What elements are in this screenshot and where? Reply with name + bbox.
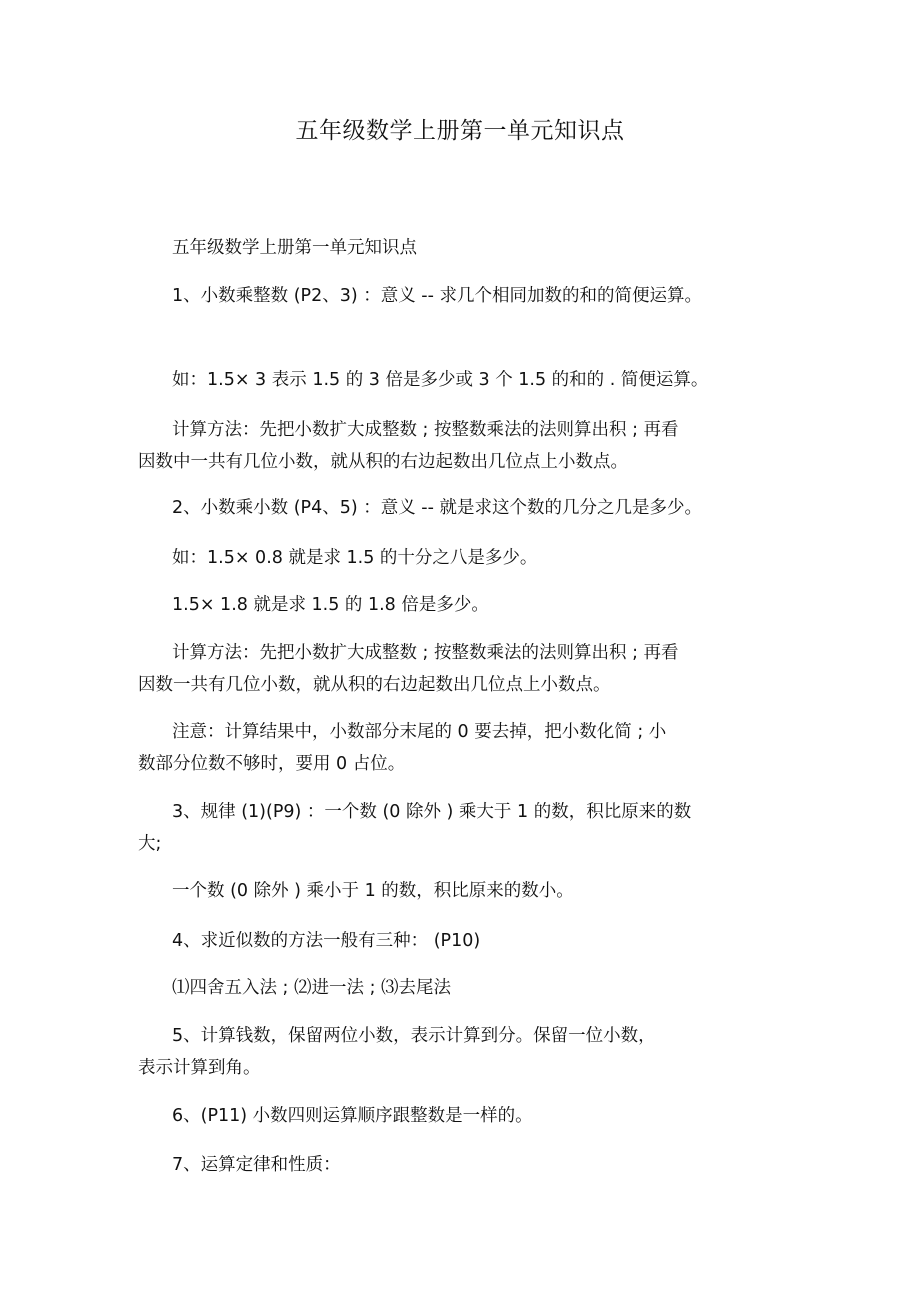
paragraph-note [138,716,788,780]
paragraph-line: 注意：计算结果中，小数部分末尾的 0 要去掉，把小数化简 ; 小 [172,722,667,742]
paragraph-method-2 [138,637,788,701]
paragraph-rule-2 [138,875,788,907]
paragraph-line: 表示计算到角。 [138,1058,261,1078]
paragraph-line: 如：1.5× 0.8 就是求 1.5 的十分之八是多少。 [172,548,538,568]
paragraph-line: 5、计算钱数，保留两位小数，表示计算到分。保留一位小数， [172,1026,656,1046]
paragraph-line: 6、(P11) 小数四则运算顺序跟整数是一样的。 [172,1106,533,1126]
paragraph-item-7 [138,1149,788,1181]
paragraph-line: ⑴四舍五入法 ; ⑵进一法 ; ⑶去尾法 [172,978,452,998]
paragraph-line: 如：1.5× 3 表示 1.5 的 3 倍是多少或 3 个 1.5 的和的 . 简便运算。 [172,370,709,390]
paragraph-line: 计算方法：先把小数扩大成整数 ; 按整数乘法的法则算出积 ; 再看 [172,643,679,663]
paragraph-method-1 [138,414,788,478]
paragraph-line: 因数一共有几位小数，就从积的右边起数出几位点上小数点。 [138,675,611,695]
paragraph-line: 五年级数学上册第一单元知识点 [172,238,417,258]
paragraph-example-1 [138,364,788,396]
paragraph-item-4 [138,925,788,957]
paragraph-line: 因数中一共有几位小数，就从积的右边起数出几位点上小数点。 [138,452,628,472]
paragraph-item-3 [138,796,788,860]
paragraph-item-5 [138,1020,788,1084]
paragraph-item-1 [138,280,788,312]
paragraph-example-2 [138,542,788,574]
paragraph-line: 一个数 (0 除外 ) 乘小于 1 的数，积比原来的数小。 [172,881,574,901]
paragraph-line: 1、小数乘整数 (P2、3) ：意义 -- 求几个相同加数的和的简便运算。 [172,286,702,306]
paragraph-item-6 [138,1100,788,1132]
paragraph-line: 1.5× 1.8 就是求 1.5 的 1.8 倍是多少。 [172,595,489,615]
paragraph-example-3 [138,589,788,621]
paragraph-line: 数部分位数不够时，要用 0 占位。 [138,754,406,774]
paragraph-item-2 [138,492,788,524]
paragraph-methods-list [138,972,788,1004]
paragraph-line: 7、运算定律和性质： [172,1155,341,1175]
paragraph-line: 3、规律 (1)(P9) ：一个数 (0 除外 ) 乘大于 1 的数，积比原来的数 [172,802,692,822]
paragraph-line: 大; [138,834,162,854]
paragraph-line: 2、小数乘小数 (P4、5) ：意义 -- 就是求这个数的几分之几是多少。 [172,498,702,518]
paragraph-heading [138,232,788,264]
paragraph-line: 4、求近似数的方法一般有三种： (P10) [172,931,481,951]
paragraph-line: 计算方法：先把小数扩大成整数 ; 按整数乘法的法则算出积 ; 再看 [172,420,679,440]
document-title: 五年级数学上册第一单元知识点 [295,118,625,144]
